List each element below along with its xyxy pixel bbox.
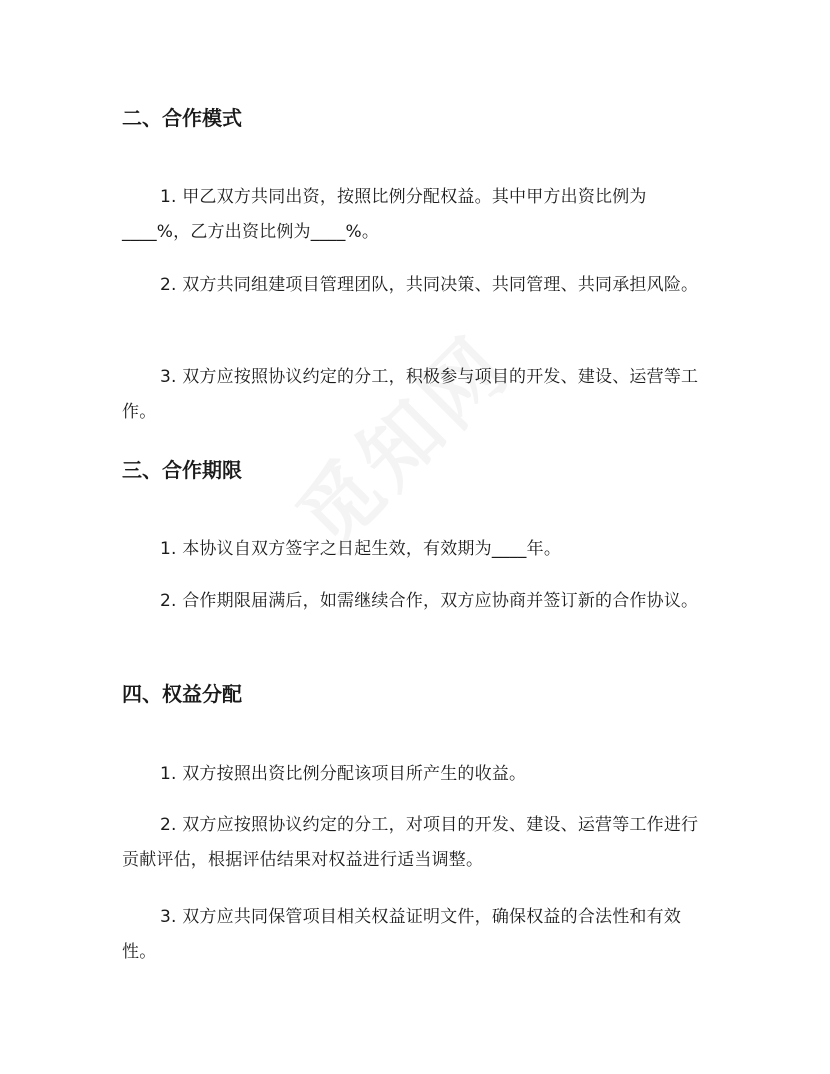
section-heading-cooperation-term: 三、合作期限: [122, 458, 242, 482]
paragraph: 3. 双方应共同保管项目相关权益证明文件，确保权益的合法性和有效性。: [122, 907, 682, 962]
section-heading-rights-distribution: 四、权益分配: [122, 682, 242, 706]
paragraph: 1. 甲乙双方共同出资，按照比例分配权益。其中甲方出资比例为____%，乙方出资比例为____%。: [122, 187, 647, 242]
section-heading-cooperation-mode: 二、合作模式: [122, 106, 242, 130]
paragraph: 3. 双方应按照协议约定的分工，积极参与项目的开发、建设、运营等工作。: [122, 367, 699, 422]
watermark: [267, 306, 531, 570]
paragraph: 2. 合作期限届满后，如需继续合作，双方应协商并签订新的合作协议。: [160, 591, 699, 611]
paragraph: 2. 双方应按照协议约定的分工，对项目的开发、建设、运营等工作进行贡献评估，根据评估结果对权益进行适当调整。: [122, 815, 699, 870]
paragraph: 1. 本协议自双方签字之日起生效，有效期为____年。: [160, 539, 562, 559]
paragraph: 2. 双方共同组建项目管理团队，共同决策、共同管理、共同承担风险。: [160, 275, 699, 295]
paragraph: 1. 双方按照出资比例分配该项目所产生的收益。: [160, 764, 527, 784]
